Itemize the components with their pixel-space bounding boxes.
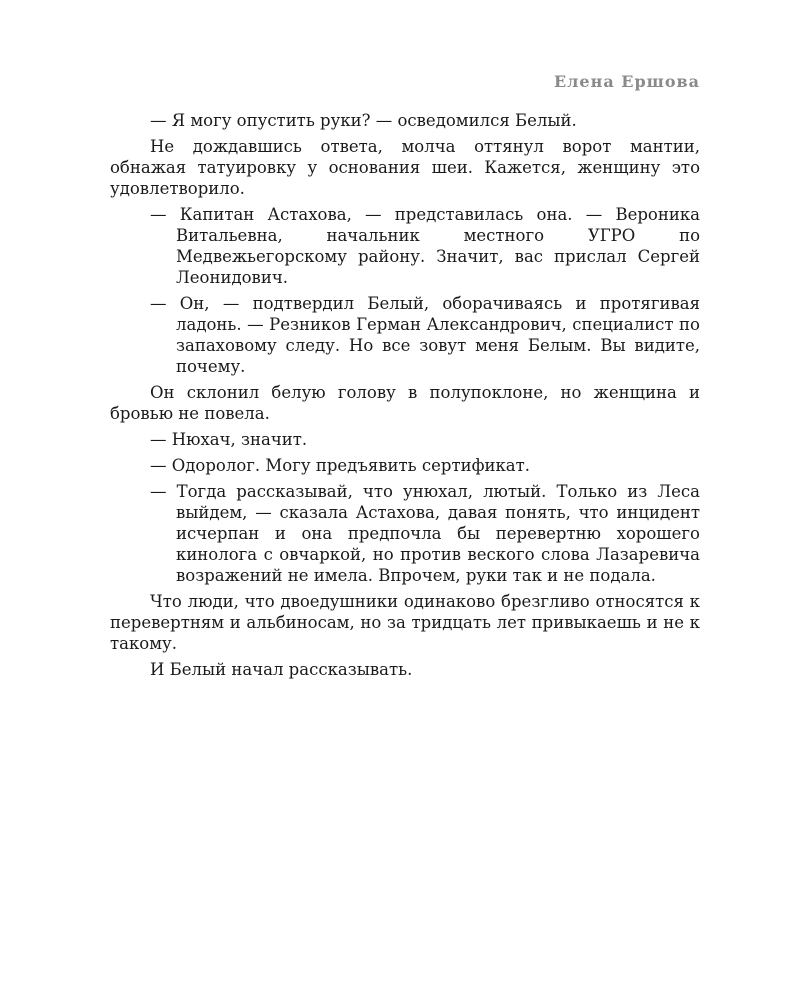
dialogue-line: — Капитан Астахова, — представилась она. — Вероника Витальевна, начальник местного УГРО по Медвежьегорскому району. Значит, вас прислал Сергей Леонидович. — [150, 205, 700, 287]
paragraph: Не дождавшись ответа, молча оттянул ворот мантии, обнажая татуировку у основания шеи. Кажется, женщину это удовлетворило. — [110, 137, 700, 198]
dialogue-line: — Он, — подтвердил Белый, оборачиваясь и протягивая ладонь. — Резников Герман Александрович, специалист по запаховому следу. Но все зовут меня Белым. Вы видите, почему. — [150, 294, 700, 376]
dialogue-line: — Нюхач, значит. — [150, 430, 308, 449]
body-text — [110, 110, 700, 685]
dialogue-line: — Одоролог. Могу предъявить сертификат. — [150, 456, 530, 475]
dialogue-line: — Тогда рассказывай, что унюхал, лютый. Только из Леса выйдем, — сказала Астахова, давая понять, что инцидент исчерпан и она предпочла бы перевертню хорошего кинолога с овчаркой, но против веского слова Лазаревича возражений не имела. Впрочем, руки так и не подала. — [150, 482, 700, 585]
paragraph: Он склонил белую голову в полупоклоне, но женщина и бровью не повела. — [110, 383, 700, 423]
running-header-author: Елена Ершова — [553, 72, 700, 91]
paragraph: И Белый начал рассказывать. — [150, 660, 413, 679]
paragraph: — Я могу опустить руки? — осведомился Белый. — [150, 111, 577, 130]
paragraph: Что люди, что двоедушники одинаково брезгливо относятся к перевертням и альбиносам, но за тридцать лет привыкаешь и не к такому. — [110, 592, 700, 653]
